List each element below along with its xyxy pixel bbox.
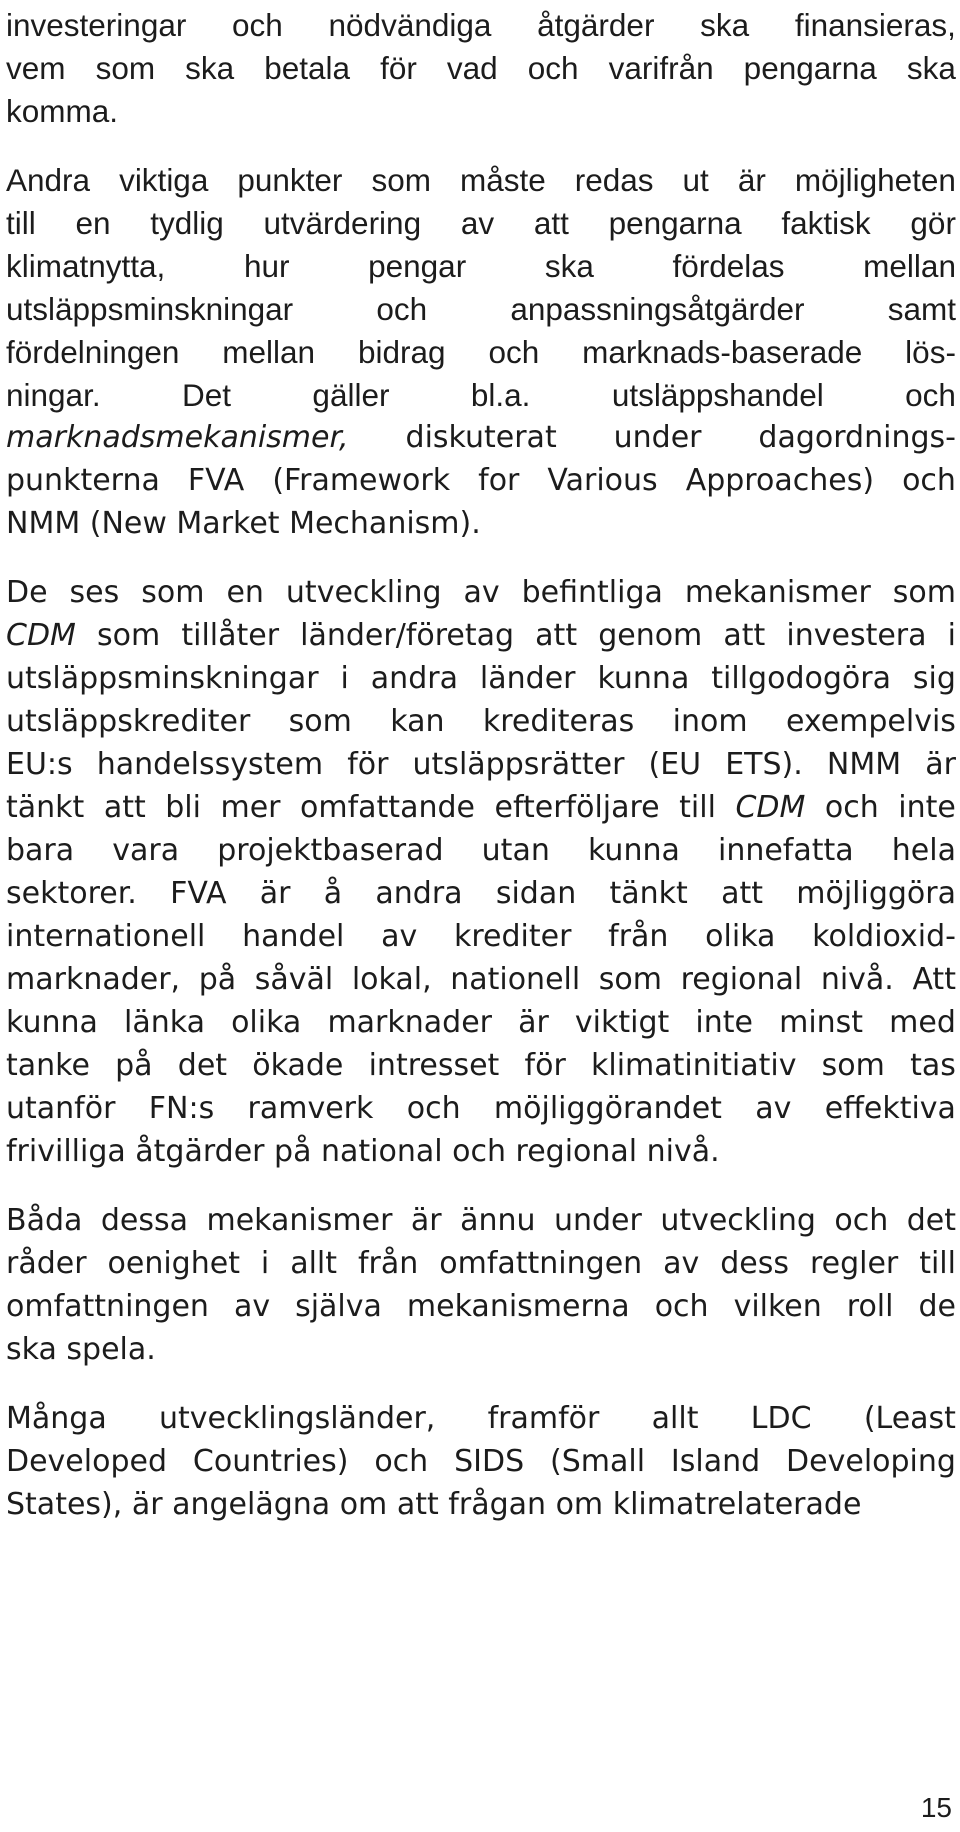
text-word: ska xyxy=(544,248,594,284)
text-word: som xyxy=(141,575,205,610)
text-word: regional xyxy=(680,962,803,997)
text-word: Various xyxy=(547,463,658,498)
text-word: mer xyxy=(220,790,281,825)
text-word: exempelvis xyxy=(785,704,956,739)
text-word: punkter xyxy=(237,162,343,198)
text-word: handelssystem xyxy=(96,747,324,782)
text-word: nödvändiga xyxy=(328,7,492,43)
text-word: av xyxy=(755,1091,792,1126)
text-word: omfattningen xyxy=(439,1246,643,1281)
text-word: Båda xyxy=(6,1203,83,1238)
text-word: tydlig xyxy=(150,205,224,241)
text-word: länder xyxy=(479,661,576,696)
text-word: Island xyxy=(670,1444,761,1479)
text-word: ETS). xyxy=(725,747,803,782)
text-line xyxy=(6,499,481,549)
text-word: inte xyxy=(898,790,956,825)
text-word: är xyxy=(737,162,766,198)
text-word: i xyxy=(947,618,956,653)
text-word: (Least xyxy=(863,1401,956,1436)
text-word: själva xyxy=(295,1289,382,1324)
text-word: klimatrelaterade xyxy=(612,1487,862,1522)
text-word: som xyxy=(97,618,161,653)
text-word: kan xyxy=(390,704,445,739)
text-word: dessa xyxy=(100,1203,189,1238)
text-word: till xyxy=(6,205,36,241)
text-word: bli xyxy=(165,790,201,825)
text-word: sidan xyxy=(495,876,577,911)
text-word: som xyxy=(821,1048,885,1083)
text-word: och xyxy=(406,1091,461,1126)
text-word: NMM (New Market Mechanism). xyxy=(6,506,481,541)
page-number: 15 xyxy=(920,1792,952,1823)
text-word: sig xyxy=(912,661,956,696)
text-word: med xyxy=(889,1005,956,1040)
text-word: investera xyxy=(786,618,927,653)
text-word: och xyxy=(376,291,428,327)
text-word: möjliggöra xyxy=(796,876,956,911)
text-word: på xyxy=(198,962,237,997)
text-word: om xyxy=(339,1487,388,1522)
text-line xyxy=(6,1127,720,1177)
text-word: omfattande xyxy=(300,790,475,825)
text-word: roll xyxy=(846,1289,894,1324)
text-word: tas xyxy=(910,1048,956,1083)
text-word: allt xyxy=(651,1401,699,1436)
text-word: punkterna xyxy=(6,463,160,498)
text-word: andra xyxy=(375,876,463,911)
text-word: angelägna xyxy=(172,1487,331,1522)
text-word: av xyxy=(233,1289,271,1324)
text-word: råder xyxy=(6,1246,87,1281)
text-word: är xyxy=(259,876,291,911)
text-word: för xyxy=(347,747,389,782)
text-word: klimatinitiativ xyxy=(591,1048,797,1083)
text-word: på xyxy=(115,1048,153,1083)
text-word: regler xyxy=(809,1246,899,1281)
text-word: sektorer. xyxy=(6,876,137,911)
text-word: utvecklingsländer, xyxy=(159,1401,436,1436)
text-word: att xyxy=(396,1487,439,1522)
text-word: för xyxy=(380,50,417,86)
text-word: utsläppsrätter xyxy=(412,747,625,782)
text-line xyxy=(6,1325,156,1375)
text-word: intresset xyxy=(368,1048,500,1083)
text-word: en xyxy=(226,575,264,610)
text-word: det xyxy=(177,1048,228,1083)
text-word: projektbaserad xyxy=(217,833,444,868)
text-word: for xyxy=(478,463,520,498)
text-word: från xyxy=(608,919,669,954)
text-word: pengarna xyxy=(743,50,877,86)
text-word: av xyxy=(460,205,495,241)
text-word: ska xyxy=(906,50,956,86)
text-word: States), xyxy=(6,1487,123,1522)
text-word: att xyxy=(723,618,766,653)
text-word: effektiva xyxy=(824,1091,956,1126)
text-line xyxy=(6,1480,861,1530)
text-word: samt xyxy=(887,291,956,327)
text-word: möjligheten xyxy=(794,162,956,198)
text-word: finansieras, xyxy=(794,7,956,43)
text-word: CDM xyxy=(6,618,76,653)
text-word: de xyxy=(918,1289,956,1324)
text-word: minst xyxy=(779,1005,864,1040)
text-word: utan xyxy=(481,833,550,868)
text-word: andra xyxy=(370,661,458,696)
text-word: utsläppskrediter xyxy=(6,704,251,739)
text-word: måste xyxy=(459,162,546,198)
text-word: tillgodogöra xyxy=(711,661,891,696)
text-word: fördelas xyxy=(672,248,785,284)
text-word: av xyxy=(663,1246,700,1281)
text-word: och xyxy=(374,1444,429,1479)
text-word: inom xyxy=(672,704,748,739)
text-word: marknads-baserade xyxy=(582,334,863,370)
text-word: nationell xyxy=(450,962,581,997)
text-word: olika xyxy=(705,919,776,954)
text-word: som xyxy=(371,162,431,198)
text-word: ningar. xyxy=(6,377,101,413)
text-word: att xyxy=(103,790,146,825)
text-line xyxy=(6,86,118,136)
text-word: ska spela. xyxy=(6,1332,156,1367)
text-word: utvärdering xyxy=(263,205,422,241)
text-word: som xyxy=(95,50,156,86)
text-word: innefatta xyxy=(717,833,854,868)
text-word: och xyxy=(232,7,283,43)
document-page xyxy=(6,0,956,1832)
text-word: klimatnytta, xyxy=(6,248,166,284)
text-word: frågan xyxy=(448,1487,547,1522)
text-word: internationell xyxy=(6,919,206,954)
text-word: å xyxy=(323,876,343,911)
text-word: som xyxy=(598,962,663,997)
text-word: är xyxy=(518,1005,549,1040)
text-word: komma. xyxy=(6,93,119,129)
text-word: från xyxy=(357,1246,419,1281)
text-word: FN:s xyxy=(148,1091,215,1126)
text-word: ses xyxy=(69,575,120,610)
text-word: och xyxy=(527,50,579,86)
text-word: viktiga xyxy=(119,162,209,198)
text-word: olika xyxy=(231,1005,302,1040)
text-word: faktisk xyxy=(781,205,871,241)
text-word: möjliggörandet xyxy=(493,1091,722,1126)
text-word: till xyxy=(919,1246,956,1281)
text-word: av xyxy=(381,919,418,954)
text-word: investeringar xyxy=(6,7,187,43)
text-word: utveckling xyxy=(285,575,442,610)
text-word: krediter xyxy=(453,919,572,954)
text-word: är xyxy=(410,1203,442,1238)
text-word: i xyxy=(340,661,349,696)
text-word: är xyxy=(925,747,956,782)
text-word: mekanismer xyxy=(684,575,871,610)
text-word: mellan xyxy=(863,248,956,284)
text-word: tänkt xyxy=(6,790,85,825)
text-word: det xyxy=(906,1203,956,1238)
text-word: FVA xyxy=(187,463,245,498)
text-word: redas xyxy=(574,162,654,198)
text-word: kunna xyxy=(587,833,680,868)
text-word: såväl xyxy=(254,962,334,997)
text-word: diskuterat xyxy=(405,420,557,455)
text-word: bidrag xyxy=(357,334,446,370)
text-word: Approaches) xyxy=(685,463,875,498)
text-word: länder/företag xyxy=(300,618,515,653)
text-word: kunna xyxy=(597,661,690,696)
text-word: utveckling xyxy=(660,1203,816,1238)
text-line xyxy=(6,43,956,93)
text-word: framför xyxy=(487,1401,600,1436)
text-word: hela xyxy=(891,833,956,868)
text-word: nivå. xyxy=(820,962,894,997)
text-word: Developing xyxy=(786,1444,956,1479)
text-word: allt xyxy=(290,1246,338,1281)
text-word: att xyxy=(721,876,763,911)
text-word: anpassningsåtgärder xyxy=(510,291,805,327)
text-word: frivilliga åtgärder på national och regional nivå. xyxy=(6,1134,720,1169)
text-word: betala xyxy=(264,50,351,86)
text-word: ska xyxy=(185,50,235,86)
text-word: mekanismer xyxy=(206,1203,393,1238)
text-word: Det xyxy=(181,377,232,413)
text-word: pengar xyxy=(368,248,467,284)
text-word: och xyxy=(902,463,956,498)
text-word: lös- xyxy=(905,334,956,370)
text-word: är xyxy=(131,1487,163,1522)
text-word: (EU xyxy=(648,747,702,782)
text-word: varifrån xyxy=(608,50,714,86)
text-word: befintliga xyxy=(521,575,663,610)
text-word: hur xyxy=(243,248,290,284)
text-word: och xyxy=(834,1203,889,1238)
text-word: mellan xyxy=(222,334,316,370)
text-word: bl.a. xyxy=(470,377,531,413)
text-word: marknadsmekanismer, xyxy=(6,420,349,455)
text-word: dagordnings- xyxy=(758,420,956,455)
text-word: för xyxy=(524,1048,566,1083)
text-word: av xyxy=(463,575,500,610)
text-word: fördelningen xyxy=(6,334,180,370)
text-word: ramverk xyxy=(247,1091,374,1126)
text-word: De xyxy=(6,575,48,610)
text-word: inte xyxy=(695,1005,753,1040)
text-word: LDC xyxy=(750,1401,812,1436)
text-word: efterföljare xyxy=(494,790,660,825)
text-word: (Framework xyxy=(272,463,451,498)
text-word: SIDS xyxy=(454,1444,525,1479)
text-word: att xyxy=(533,205,569,241)
text-word: FVA xyxy=(170,876,227,911)
text-word: en xyxy=(75,205,111,241)
text-word: tanke xyxy=(6,1048,90,1083)
text-word: att xyxy=(535,618,578,653)
text-word: vem xyxy=(6,50,66,86)
text-word: om xyxy=(555,1487,604,1522)
text-word: lokal, xyxy=(351,962,432,997)
text-word: under xyxy=(613,420,702,455)
text-word: ska xyxy=(700,7,750,43)
text-word: tillåter xyxy=(181,618,280,653)
text-word: viktigt xyxy=(574,1005,670,1040)
text-word: Att xyxy=(912,962,956,997)
text-word: till xyxy=(679,790,716,825)
text-word: CDM xyxy=(735,790,806,825)
text-word: gäller xyxy=(312,377,390,413)
text-word: mekanismerna xyxy=(406,1289,630,1324)
text-word: vilken xyxy=(733,1289,822,1324)
text-word: kunna xyxy=(6,1005,98,1040)
text-word: tänkt xyxy=(609,876,688,911)
text-word: och xyxy=(824,790,879,825)
text-word: utanför xyxy=(6,1091,116,1126)
text-word: koldioxid- xyxy=(812,919,956,954)
text-word: omfattningen xyxy=(6,1289,209,1324)
text-word: bara xyxy=(6,833,75,868)
text-word: Många xyxy=(6,1401,107,1436)
text-word: krediteras xyxy=(482,704,635,739)
text-word: oenighet xyxy=(107,1246,240,1281)
text-word: vara xyxy=(112,833,180,868)
text-word: gör xyxy=(910,205,956,241)
text-word: som xyxy=(892,575,956,610)
text-word: länka xyxy=(123,1005,205,1040)
text-word: och xyxy=(905,377,956,413)
text-word: marknader xyxy=(327,1005,492,1040)
text-word: EU:s xyxy=(6,747,73,782)
text-word: och xyxy=(654,1289,709,1324)
text-word: genom xyxy=(598,618,703,653)
text-word: och xyxy=(488,334,540,370)
text-word: under xyxy=(553,1203,642,1238)
text-word: Andra xyxy=(6,162,91,198)
text-word: utsläppshandel xyxy=(611,377,824,413)
text-word: ännu xyxy=(460,1203,536,1238)
text-word: utsläppsminskningar xyxy=(6,291,294,327)
text-word: ökade xyxy=(252,1048,344,1083)
text-word: (Small xyxy=(550,1444,646,1479)
text-word: ut xyxy=(682,162,709,198)
text-word: i xyxy=(260,1246,270,1281)
text-word: dess xyxy=(720,1246,789,1281)
text-word: Developed xyxy=(6,1444,168,1479)
text-word: Countries) xyxy=(192,1444,349,1479)
text-word: handel xyxy=(242,919,345,954)
text-word: pengarna xyxy=(608,205,742,241)
text-word: marknader, xyxy=(6,962,181,997)
text-word: åtgärder xyxy=(537,7,655,43)
text-word: vad xyxy=(446,50,498,86)
text-word: NMM xyxy=(826,747,902,782)
text-word: utsläppsminskningar xyxy=(6,661,319,696)
text-word: som xyxy=(288,704,352,739)
